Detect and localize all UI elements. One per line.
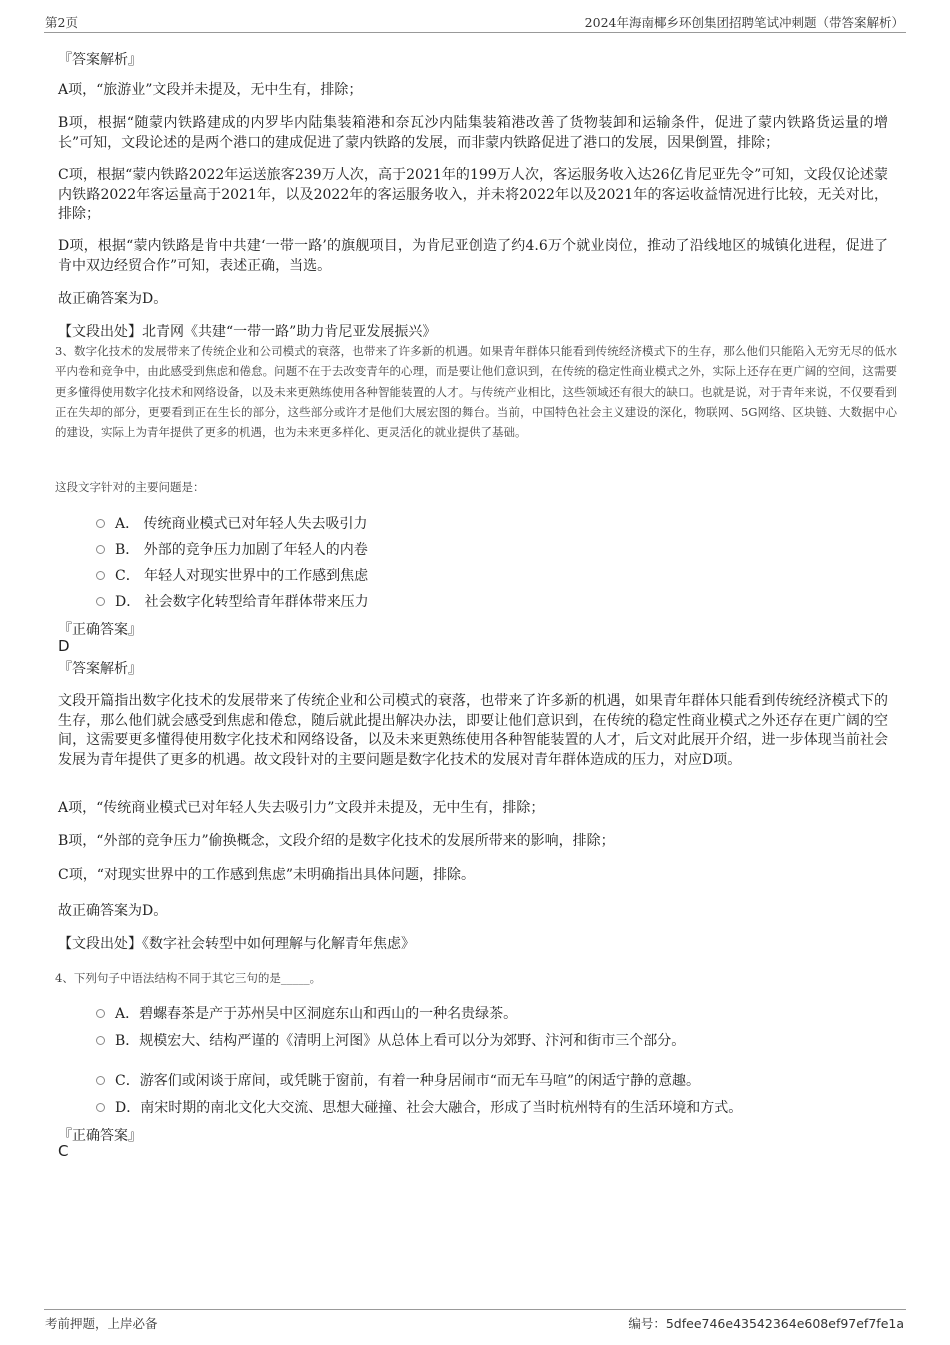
radio-icon[interactable] bbox=[96, 545, 105, 554]
q2-analysis-c: C项，根据“蒙内铁路2022年运送旅客239万人次，高于2021年的199万人次，客运服务收入达26亿肯尼亚先令”可知，文段仅论述蒙内铁路2022年客运量高于2021年，以及2022年的客运服务收入，并未将2022年以及2021年的客运收益情况进行比较，无关对比，排除； bbox=[58, 167, 888, 222]
header-rule bbox=[44, 32, 906, 33]
q3-analysis-heading: 『答案解析』 bbox=[58, 661, 142, 677]
q4-option-b-label: B．规模宏大、结构严谨的《清明上河图》从总体上看可以分为郊野、汴河和街市三个部分。 bbox=[115, 1033, 686, 1049]
q3-option-a-label: A． 传统商业模式已对年轻人失去吸引力 bbox=[115, 516, 368, 532]
q3-option-d[interactable] bbox=[96, 591, 369, 611]
q4-option-d-label: D．南宋时期的南北文化大交流、思想大碰撞、社会大融合，形成了当时杭州特有的生活环境和方式。 bbox=[115, 1100, 743, 1116]
q2-analysis-d: D项，根据“蒙内铁路是肯中共建‘一带一路’的旗舰项目，为肯尼亚创造了约4.6万个就业岗位，推动了沿线地区的城镇化进程，促进了肯中双边经贸合作”可知，表述正确，当选。 bbox=[58, 238, 888, 274]
footer-code-label: 编号： bbox=[628, 1316, 666, 1331]
radio-icon[interactable] bbox=[96, 597, 105, 606]
q3-option-b-label: B． 外部的竞争压力加剧了年轻人的内卷 bbox=[115, 542, 368, 558]
radio-icon[interactable] bbox=[96, 1009, 105, 1018]
q3-source: 【文段出处】《数字社会转型中如何理解与化解青年焦虑》 bbox=[58, 936, 415, 952]
q3-option-c-label: C． 年轻人对现实世界中的工作感到焦虑 bbox=[115, 568, 369, 584]
radio-icon[interactable] bbox=[96, 1076, 105, 1085]
q2-analysis-a: A项，“旅游业”文段并未提及，无中生有，排除； bbox=[58, 82, 363, 98]
q3-analysis-body: 文段开篇指出数字化技术的发展带来了传统企业和公司模式的衰落，也带来了许多新的机遇，如果青年群体只能看到传统经济模式下的生存，那么他们就会感受到焦虑和倦怠，随后就此提出解决办法，即要让他们意识到，在传统的稳定性商业模式之外还存在更广阔的空间，这需要更多懂得使用数字化技术和网络设备，以及未来更熟练使用各种智能装置的人才，后文对此展开介绍，进一步体现当前社会发展为青年提供了更多的机遇。故文段针对的主要问题是数字化技术的发展对青年群体造成的压力，对应D项。 bbox=[58, 693, 888, 768]
q3-analysis-c: C项，“对现实世界中的工作感到焦虑”未明确指出具体问题，排除。 bbox=[58, 867, 476, 883]
document-title: 2024年海南椰乡环创集团招聘笔试冲刺题（带答案解析） bbox=[584, 15, 904, 30]
footer-slogan: 考前押题，上岸必备 bbox=[45, 1316, 158, 1331]
q4-option-d[interactable] bbox=[96, 1097, 742, 1117]
q2-analysis-b: B项，根据“随蒙内铁路建成的内罗毕内陆集装箱港和奈瓦沙内陆集装箱港改善了货物装卸和运输条件，促进了蒙内铁路货运量的增长”可知，文段论述的是两个港口的建成促进了蒙内铁路的发展，而非蒙内铁路促进了港口的发展，因果倒置，排除； bbox=[58, 115, 888, 151]
q2-source: 【文段出处】北青网《共建“一带一路”助力肯尼亚发展振兴》 bbox=[58, 324, 437, 340]
q3-conclusion: 故正确答案为D。 bbox=[58, 903, 168, 919]
q3-option-d-label: D． 社会数字化转型给青年群体带来压力 bbox=[115, 594, 369, 610]
q4-option-c[interactable] bbox=[96, 1070, 700, 1090]
q4-correct-heading: 『正确答案』 bbox=[58, 1128, 142, 1144]
q3-prompt: 这段文字针对的主要问题是： bbox=[55, 480, 205, 494]
footer-code-value: 5dfee746e43542364e608ef97ef7fe1a bbox=[665, 1316, 904, 1331]
radio-icon[interactable] bbox=[96, 1036, 105, 1045]
radio-icon[interactable] bbox=[96, 571, 105, 580]
q4-option-c-label: C．游客们或闲谈于席间，或凭眺于窗前，有着一种身居闹市“而无车马喧”的闲适宁静的意趣。 bbox=[115, 1073, 701, 1089]
q3-correct-heading: 『正确答案』 bbox=[58, 622, 142, 638]
q2-analysis-heading: 『答案解析』 bbox=[58, 52, 142, 68]
radio-icon[interactable] bbox=[96, 519, 105, 528]
footer-rule bbox=[44, 1309, 906, 1310]
q4-option-b[interactable] bbox=[96, 1030, 685, 1050]
q3-correct-answer: D bbox=[58, 637, 70, 655]
q3-option-b[interactable] bbox=[96, 539, 368, 559]
q3-analysis-a: A项，“传统商业模式已对年轻人失去吸引力”文段并未提及，无中生有，排除； bbox=[58, 800, 545, 816]
q3-option-a[interactable] bbox=[96, 513, 368, 533]
radio-icon[interactable] bbox=[96, 1103, 105, 1112]
q4-option-a-label: A．碧螺春茶是产于苏州吴中区洞庭东山和西山的一种名贵绿茶。 bbox=[115, 1006, 518, 1022]
q4-option-a[interactable] bbox=[96, 1003, 517, 1023]
page-number: 第2页 bbox=[45, 15, 78, 30]
q3-analysis-b: B项，“外部的竞争压力”偷换概念，文段介绍的是数字化技术的发展所带来的影响，排除； bbox=[58, 833, 615, 849]
q3-passage: 3、数字化技术的发展带来了传统企业和公司模式的衰落，也带来了许多新的机遇。如果青年群体只能看到传统经济模式下的生存，那么他们只能陷入无穷无尽的低水平内卷和竞争中，由此感受到焦虑和倦怠。问题不在于去改变青年的心理，而是要让他们意识到，在传统的稳定性商业模式之外，实际上还存在更广阔的空间，这需要更多懂得使用数字化技术和网络设备，以及未来更熟练使用各种智能装置的人才。与传统产业相比，这些领域还有很大的缺口。也就是说，对于青年来说，不仅要看到正在失却的部分，更要看到正在生长的部分，这些部分或许才是他们大展宏图的舞台。当前，中国特色社会主义建设的深化，物联网、5G网络、区块链、大数据中心的建设，实际上为青年提供了更多的机遇，也为未来更多样化、更灵活化的就业提供了基础。 bbox=[55, 344, 897, 440]
q2-conclusion: 故正确答案为D。 bbox=[58, 291, 168, 307]
footer-code bbox=[628, 1314, 904, 1332]
q3-option-c[interactable] bbox=[96, 565, 368, 585]
q4-prompt: 4、下列句子中语法结构不同于其它三句的是_____。 bbox=[55, 971, 322, 985]
q4-correct-answer: C bbox=[58, 1142, 69, 1160]
